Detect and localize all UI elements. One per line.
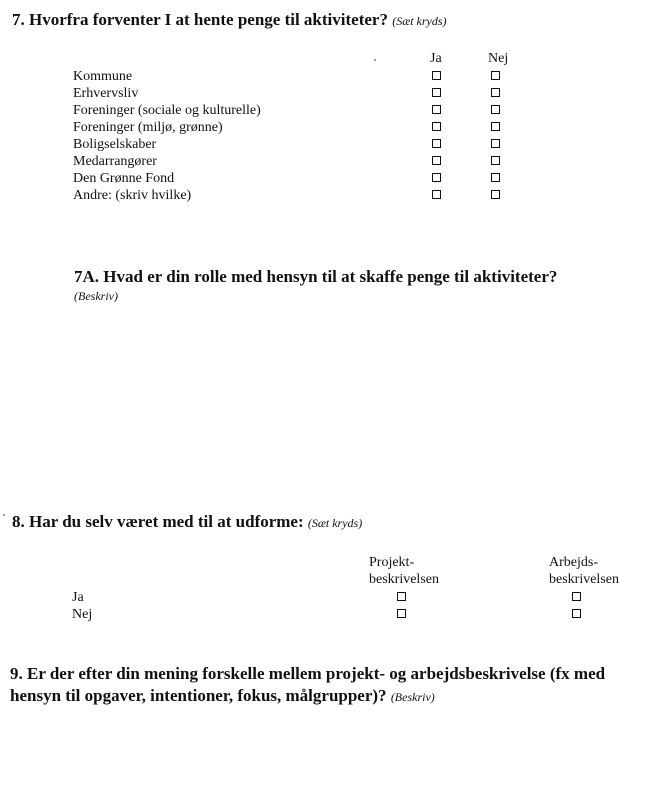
q9-line2: hensyn til opgaver, intentioner, fokus, målgrupper)?: [10, 686, 387, 705]
q8-col-projekt: [369, 554, 439, 588]
q7-option-label: Den Grønne Fond: [73, 171, 175, 186]
q8-number: 8.: [12, 512, 25, 531]
q7-nej-checkbox[interactable]: [491, 122, 500, 131]
q7-heading: [12, 10, 447, 30]
q7-ja-checkbox[interactable]: [432, 71, 441, 80]
q7-ja-checkbox[interactable]: [432, 190, 441, 199]
q8-row-ja: Ja: [72, 590, 84, 605]
q7-option-label: Andre: (skriv hvilke): [73, 188, 192, 203]
q7-title: Hvorfra forventer I at hente penge til aktiviteter?: [29, 10, 388, 29]
q8-col-arbejds-line2: beskrivelsen: [549, 572, 619, 587]
scan-speck: [3, 514, 5, 516]
q7-nej-checkbox[interactable]: [491, 105, 500, 114]
q8-nej-projekt-checkbox[interactable]: [397, 609, 406, 618]
q7-col-ja: Ja: [430, 51, 442, 66]
q7-nej-checkbox[interactable]: [491, 173, 500, 182]
q7-option-label: Medarrangører: [73, 154, 157, 169]
q7-nej-checkbox[interactable]: [491, 71, 500, 80]
q7-ja-checkbox[interactable]: [432, 139, 441, 148]
q8-ja-arbejds-checkbox[interactable]: [572, 592, 581, 601]
q7-ja-checkbox[interactable]: [432, 105, 441, 114]
q7-nej-checkbox[interactable]: [491, 139, 500, 148]
q8-heading: [12, 512, 362, 532]
q7-ja-checkbox[interactable]: [432, 122, 441, 131]
q7-ja-checkbox[interactable]: [432, 156, 441, 165]
q7a-number: 7A.: [74, 267, 100, 286]
q8-nej-arbejds-checkbox[interactable]: [572, 609, 581, 618]
q7-option-label: Erhvervsliv: [73, 86, 139, 101]
q7-number: 7.: [12, 10, 25, 29]
q9-number: 9.: [10, 664, 23, 683]
q7-option-label: Kommune: [73, 69, 133, 84]
q7-col-nej: Nej: [488, 51, 509, 66]
q7-option-label: Foreninger (miljø, grønne): [73, 120, 223, 135]
q9-line1: Er der efter din mening forskelle mellem projekt- og arbejdsbeskrivelse (fx med: [27, 664, 606, 683]
scan-speck: [374, 59, 376, 61]
q9-hint: (Beskriv): [390, 690, 435, 704]
q7-ja-checkbox[interactable]: [432, 88, 441, 97]
q7a-hint: (Beskriv): [74, 289, 118, 303]
q8-col-projekt-line1: Projekt-: [369, 555, 415, 570]
q8-title: Har du selv været med til at udforme:: [29, 512, 304, 531]
q8-row-nej: Nej: [72, 607, 93, 622]
q7-option-label: Foreninger (sociale og kulturelle): [73, 103, 261, 118]
q8-col-projekt-line2: beskrivelsen: [369, 572, 439, 587]
q7-nej-checkbox[interactable]: [491, 190, 500, 199]
q7-nej-checkbox[interactable]: [491, 156, 500, 165]
q7-ja-checkbox[interactable]: [432, 173, 441, 182]
q9-heading-line2: [10, 686, 435, 706]
q9-heading-line1: [10, 664, 605, 684]
q8-col-arbejds: [549, 554, 619, 588]
q7-option-label: Boligselskaber: [73, 137, 157, 152]
q7a-heading: [74, 267, 557, 287]
q7-hint: (Sæt kryds): [392, 14, 447, 28]
q8-ja-projekt-checkbox[interactable]: [397, 592, 406, 601]
q8-col-arbejds-line1: Arbejds-: [549, 555, 598, 570]
q7-nej-checkbox[interactable]: [491, 88, 500, 97]
q7a-title: Hvad er din rolle med hensyn til at skaffe penge til aktiviteter?: [103, 267, 558, 286]
q8-hint: (Sæt kryds): [307, 516, 363, 530]
